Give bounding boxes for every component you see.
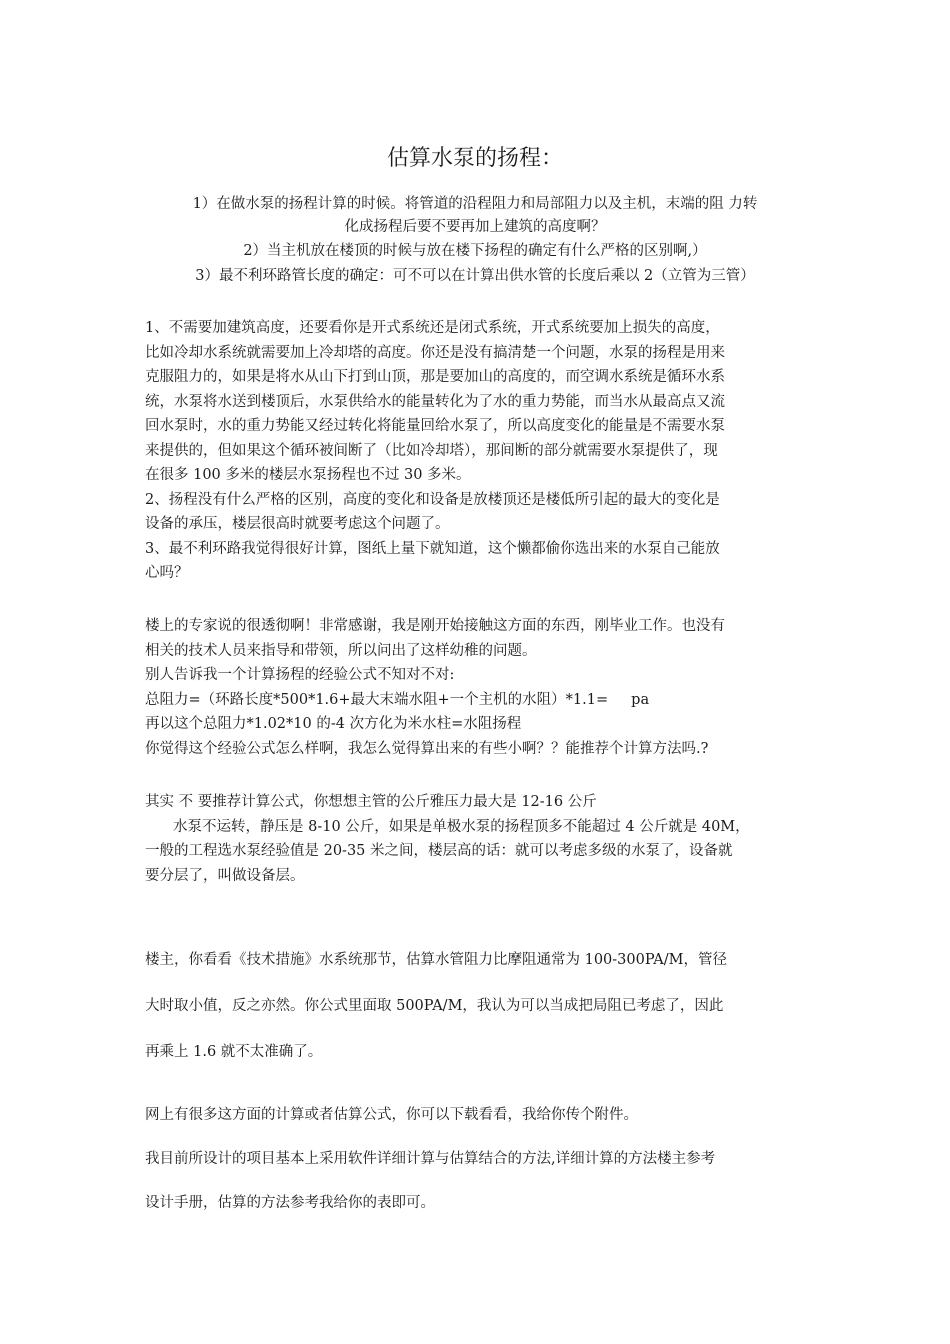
- text-line: 你觉得这个经验公式怎么样啊，我怎么觉得算出来的有些小啊？？能推荐个计算方法吗.?: [145, 740, 709, 757]
- text-line: 统，水泵将水送到楼顶后，水泵供给水的能量转化为了水的重力势能，而当水从最高点又流: [145, 393, 725, 410]
- text-line: 楼上的专家说的很透彻啊！非常感谢，我是刚开始接触这方面的东西，刚毕业工作。也没有: [145, 618, 725, 634]
- question-line: 1）在做水泵的扬程计算的时候。将管道的沿程阻力和局部阻力以及主机，末端的阻 力转: [192, 196, 758, 212]
- text-line: 楼主，你看看《技术措施》水系统那节，估算水管阻力比摩阻通常为 100-300PA/M，管径: [145, 952, 727, 968]
- answer-paragraph: [145, 316, 815, 586]
- reply-paragraph: [145, 790, 815, 888]
- question-line: 2）当主机放在楼顶的时候与放在楼下扬程的确定有什么严格的区别啊,）: [243, 243, 707, 259]
- document-title: 估算水泵的扬程：: [386, 146, 563, 171]
- text-line: 要分层了，叫做设备层。: [145, 867, 305, 884]
- text-line: 来提供的，但如果这个循环被间断了（比如冷却塔），那间断的部分就需要水泵提供了，现: [145, 442, 718, 459]
- text-line: 水泵不运转，静压是 8-10 公斤，如果是单极水泵的扬程顶多不能超过 4 公斤就是 40M，: [173, 818, 750, 835]
- text-line: 大时取小值，反之亦然。你公式里面取 500PA/M，我认为可以当成把局阻已考虑了，因此: [145, 998, 724, 1014]
- text-line: 2、扬程没有什么严格的区别，高度的变化和设备是放楼顶还是楼低所引起的最大的变化是: [145, 491, 720, 508]
- formula-line: 再以这个总阻力*1.02*10 的-4 次方化为米水柱=水阻扬程: [145, 716, 522, 732]
- reply-paragraph: [145, 614, 815, 761]
- text-line: 一般的工程选水泵经验值是 20-35 米之间，楼层高的话：就可以考虑多级的水泵了，设备就: [145, 843, 733, 859]
- formula-line: 总阻力=（环路长度*500*1.6+最大末端水阻+一个主机的水阻）*1.1= pa: [145, 691, 650, 708]
- text-line: 设计手册，估算的方法参考我给你的表即可。: [145, 1195, 435, 1211]
- text-line: 其实 不 要推荐计算公式，你想想主管的公斤雅压力最大是 12-16 公斤: [145, 794, 597, 810]
- text-line: 相关的技术人员来指导和带领，所以问出了这样幼稚的问题。: [145, 642, 537, 659]
- text-line: 我目前所设计的项目基本上采用软件详细计算与估算结合的方法,详细计算的方法楼主参考: [145, 1151, 716, 1167]
- text-line: 心吗？: [145, 565, 189, 581]
- text-line: 网上有很多这方面的计算或者估算公式，你可以下载看看，我给你传个附件。: [145, 1107, 638, 1123]
- text-line: 1、不需要加建筑高度，还要看你是开式系统还是闭式系统，开式系统要加上损失的高度，: [145, 320, 720, 336]
- text-line: 比如冷却水系统就需要加上冷却塔的高度。你还是没有搞清楚一个问题，水泵的扬程是用来: [145, 344, 725, 361]
- text-line: 设备的承压，楼层很高时就要考虑这个问题了。: [145, 516, 450, 532]
- text-line: 别人告诉我一个计算扬程的经验公式不知对不对:: [145, 667, 455, 683]
- text-line: 在很多 100 多米的楼层水泵扬程也不过 30 多米。: [145, 467, 471, 483]
- text-line: 再乘上 1.6 就不太准确了。: [145, 1044, 323, 1060]
- text-line: 克服阻力的，如果是将水从山下打到山顶，那是要加山的高度的，而空调水系统是循环水系: [145, 369, 725, 385]
- reply-paragraph: [145, 948, 815, 1086]
- reply-paragraph: [145, 1103, 815, 1235]
- text-line: 回水泵时，水的重力势能又经过转化将能量回给水泵了，所以高度变化的能量是不需要水泵: [145, 418, 725, 434]
- text-line: 3、最不利环路我觉得很好计算，图纸上量下就知道，这个懒都偷你选出来的水泵自己能放: [145, 540, 720, 557]
- question-line: 化成扬程后要不要再加上建筑的高度啊？: [344, 219, 606, 235]
- question-line: 3）最不利环路管长度的确定：可不可以在计算出供水管的长度后乘以 2（立管为三管）: [195, 268, 755, 284]
